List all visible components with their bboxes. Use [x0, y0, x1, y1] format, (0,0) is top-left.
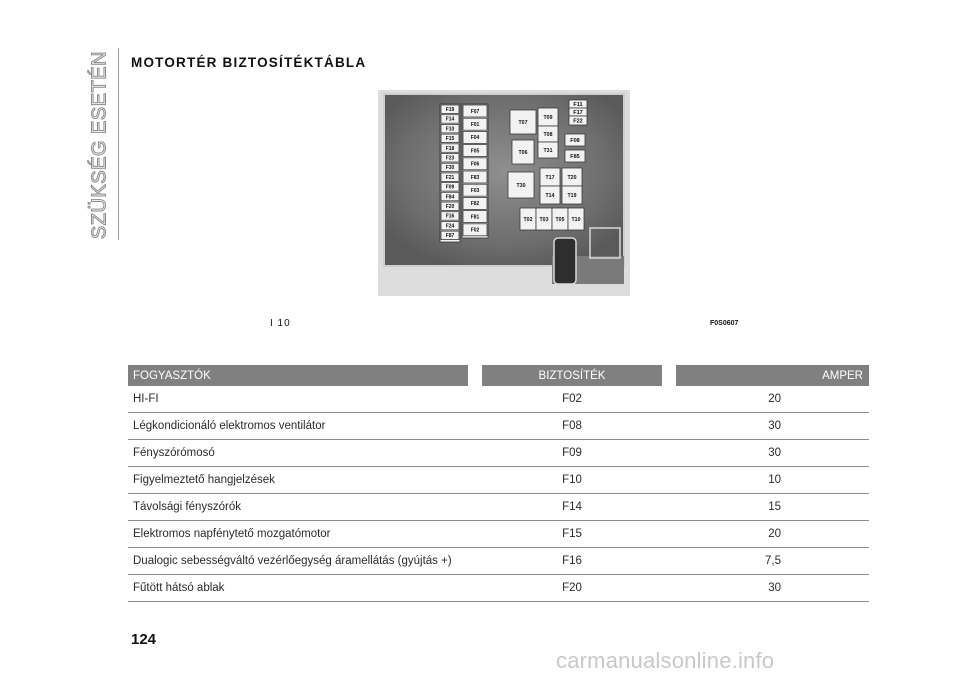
fuse-mid-F83 — [463, 171, 487, 183]
svg-text:F24: F24 — [445, 223, 455, 230]
svg-text:T08: T08 — [543, 131, 553, 138]
fuse-left-F16 — [441, 212, 459, 221]
svg-text:T05: T05 — [555, 216, 565, 223]
svg-text:F19: F19 — [445, 107, 455, 113]
fuse-mid-F07 — [463, 105, 487, 117]
fuse-left-F18 — [441, 144, 459, 153]
cell-fuse: F09 — [482, 440, 662, 467]
cell-ampere: 30 — [676, 575, 869, 602]
fuse-mid-F02 — [463, 224, 487, 236]
fuse-left-F14 — [441, 115, 459, 124]
svg-text:T06: T06 — [518, 149, 528, 156]
fuse-mid-F03 — [463, 184, 487, 196]
relay-T20 — [562, 168, 582, 186]
table-row — [128, 494, 869, 521]
relay-T09 — [538, 108, 558, 126]
cell-ampere: 10 — [676, 467, 869, 494]
table-header-row — [128, 365, 869, 386]
svg-text:T17: T17 — [545, 174, 555, 181]
cell-consumer: Légkondicionáló elektromos ventilátor — [128, 413, 468, 440]
relay-T30 — [508, 172, 534, 198]
fuse-right-F11 — [569, 100, 587, 108]
relay-T17 — [540, 168, 560, 186]
svg-text:T10: T10 — [571, 216, 581, 223]
figure-code: I 10 — [270, 318, 291, 329]
table-row — [128, 548, 869, 575]
fuse-table — [128, 365, 869, 602]
cell-consumer: Távolsági fényszórók — [128, 494, 468, 521]
svg-text:F02: F02 — [470, 227, 480, 234]
svg-text:T14: T14 — [545, 192, 555, 199]
svg-text:F04: F04 — [470, 135, 480, 142]
svg-text:F05: F05 — [470, 148, 480, 155]
cell-fuse: F20 — [482, 575, 662, 602]
page-title: MOTORTÉR BIZTOSÍTÉKTÁBLA — [131, 55, 367, 70]
cell-consumer: Fényszórómosó — [128, 440, 468, 467]
svg-text:F17: F17 — [573, 109, 583, 116]
svg-text:F85: F85 — [570, 153, 580, 160]
fuse-left-F09 — [441, 183, 459, 192]
relay-T02 — [520, 208, 536, 230]
svg-text:F18: F18 — [445, 145, 455, 152]
header-consumers: FOGYASZTÓK — [128, 365, 468, 386]
cell-consumer: Dualogic sebességváltó vezérlőegység áramellátás (gyújtás +) — [128, 548, 468, 575]
fuse-right-F85 — [565, 150, 585, 162]
svg-text:T09: T09 — [543, 114, 553, 121]
cell-fuse: F15 — [482, 521, 662, 548]
cell-consumer: Fűtött hátsó ablak — [128, 575, 468, 602]
svg-text:F82: F82 — [470, 201, 480, 208]
svg-text:F83: F83 — [470, 174, 480, 181]
cell-consumer: Figyelmeztető hangjelzések — [128, 467, 468, 494]
fuse-left-F24 — [441, 221, 459, 230]
fuse-mid-F81 — [463, 211, 487, 223]
relay-T06 — [512, 140, 534, 164]
table-row — [128, 521, 869, 548]
table-row — [128, 413, 869, 440]
svg-text:F08: F08 — [570, 137, 580, 144]
svg-text:F14: F14 — [445, 116, 455, 123]
cell-fuse: F08 — [482, 413, 662, 440]
svg-text:T03: T03 — [539, 216, 549, 223]
svg-text:F01: F01 — [470, 121, 480, 128]
cell-ampere: 30 — [676, 440, 869, 467]
fuse-left-F10 — [441, 124, 459, 132]
section-heading: SZÜKSÉG ESETÉN — [88, 50, 111, 240]
table-row — [128, 575, 869, 602]
fuse-left-F84 — [441, 192, 459, 201]
svg-text:T30: T30 — [516, 182, 526, 189]
relay-T14 — [540, 186, 560, 204]
svg-text:F21: F21 — [445, 174, 455, 181]
relay-T31 — [538, 142, 558, 158]
svg-text:F15: F15 — [445, 136, 455, 143]
svg-text:T07: T07 — [518, 119, 528, 126]
fuse-right-F22 — [569, 116, 587, 125]
relay-T19 — [562, 186, 582, 204]
fuse-box-diagram — [376, 88, 632, 298]
figure-id: F0S0607 — [710, 320, 739, 327]
svg-text:T02: T02 — [523, 216, 533, 223]
fuse-mid-F05 — [463, 145, 487, 157]
svg-text:T31: T31 — [543, 147, 553, 154]
relay-T07 — [510, 110, 536, 134]
fuse-mid-F04 — [463, 131, 487, 143]
cell-consumer: Elektromos napfénytető mozgatómotor — [128, 521, 468, 548]
svg-text:F30: F30 — [445, 165, 455, 172]
svg-text:T20: T20 — [567, 174, 577, 181]
svg-text:F09: F09 — [445, 184, 455, 191]
fuse-mid-F01 — [463, 118, 487, 130]
svg-text:F11: F11 — [573, 101, 583, 108]
fuse-left-F19 — [441, 105, 459, 114]
fuse-column-middle — [462, 104, 488, 238]
section-side-tab — [86, 52, 114, 238]
watermark: carmanualsonline.info — [556, 648, 775, 673]
svg-text:F03: F03 — [470, 187, 480, 194]
relay-T03 — [536, 208, 552, 230]
table-row — [128, 467, 869, 494]
fuse-left-F15 — [441, 134, 459, 143]
cell-fuse: F14 — [482, 494, 662, 521]
cell-ampere: 20 — [676, 521, 869, 548]
page-number: 124 — [131, 631, 157, 648]
cell-fuse: F16 — [482, 548, 662, 575]
svg-text:F20: F20 — [445, 204, 455, 210]
header-ampere: AMPER — [676, 365, 869, 386]
cell-consumer: HI-FI — [128, 386, 468, 413]
fuse-left-F23 — [441, 154, 459, 163]
fuse-column-left — [440, 104, 460, 242]
cell-fuse: F02 — [482, 386, 662, 413]
svg-text:F10: F10 — [445, 126, 455, 133]
svg-text:F22: F22 — [573, 118, 583, 125]
svg-text:F06: F06 — [470, 161, 480, 168]
fuse-left-F21 — [441, 173, 459, 182]
svg-text:F16: F16 — [445, 213, 455, 220]
fuse-mid-F82 — [463, 197, 487, 209]
cell-ampere: 7,5 — [676, 548, 869, 575]
fuse-mid-F06 — [463, 158, 487, 170]
cell-ampere: 30 — [676, 413, 869, 440]
cell-fuse: F10 — [482, 467, 662, 494]
table-body — [128, 386, 869, 602]
svg-text:F84: F84 — [445, 194, 455, 201]
svg-text:F07: F07 — [470, 108, 480, 115]
svg-text:F23: F23 — [445, 155, 455, 162]
header-fuse: BIZTOSÍTÉK — [482, 365, 662, 386]
svg-text:T19: T19 — [567, 192, 577, 199]
fuse-left-F30 — [441, 163, 459, 172]
cell-ampere: 15 — [676, 494, 869, 521]
fuse-right-F17 — [569, 108, 587, 116]
fuse-left-F20 — [441, 202, 459, 211]
fuse-left-F87 — [441, 231, 459, 240]
fuse-right-F08 — [565, 134, 585, 146]
side-divider — [118, 48, 119, 240]
table-row — [128, 440, 869, 467]
relay-T10 — [568, 208, 584, 230]
relay-T08 — [538, 126, 558, 142]
cell-ampere: 20 — [676, 386, 869, 413]
table-row — [128, 386, 869, 413]
svg-text:F87: F87 — [445, 233, 455, 240]
relay-T05 — [552, 208, 568, 230]
svg-text:F81: F81 — [470, 214, 480, 221]
